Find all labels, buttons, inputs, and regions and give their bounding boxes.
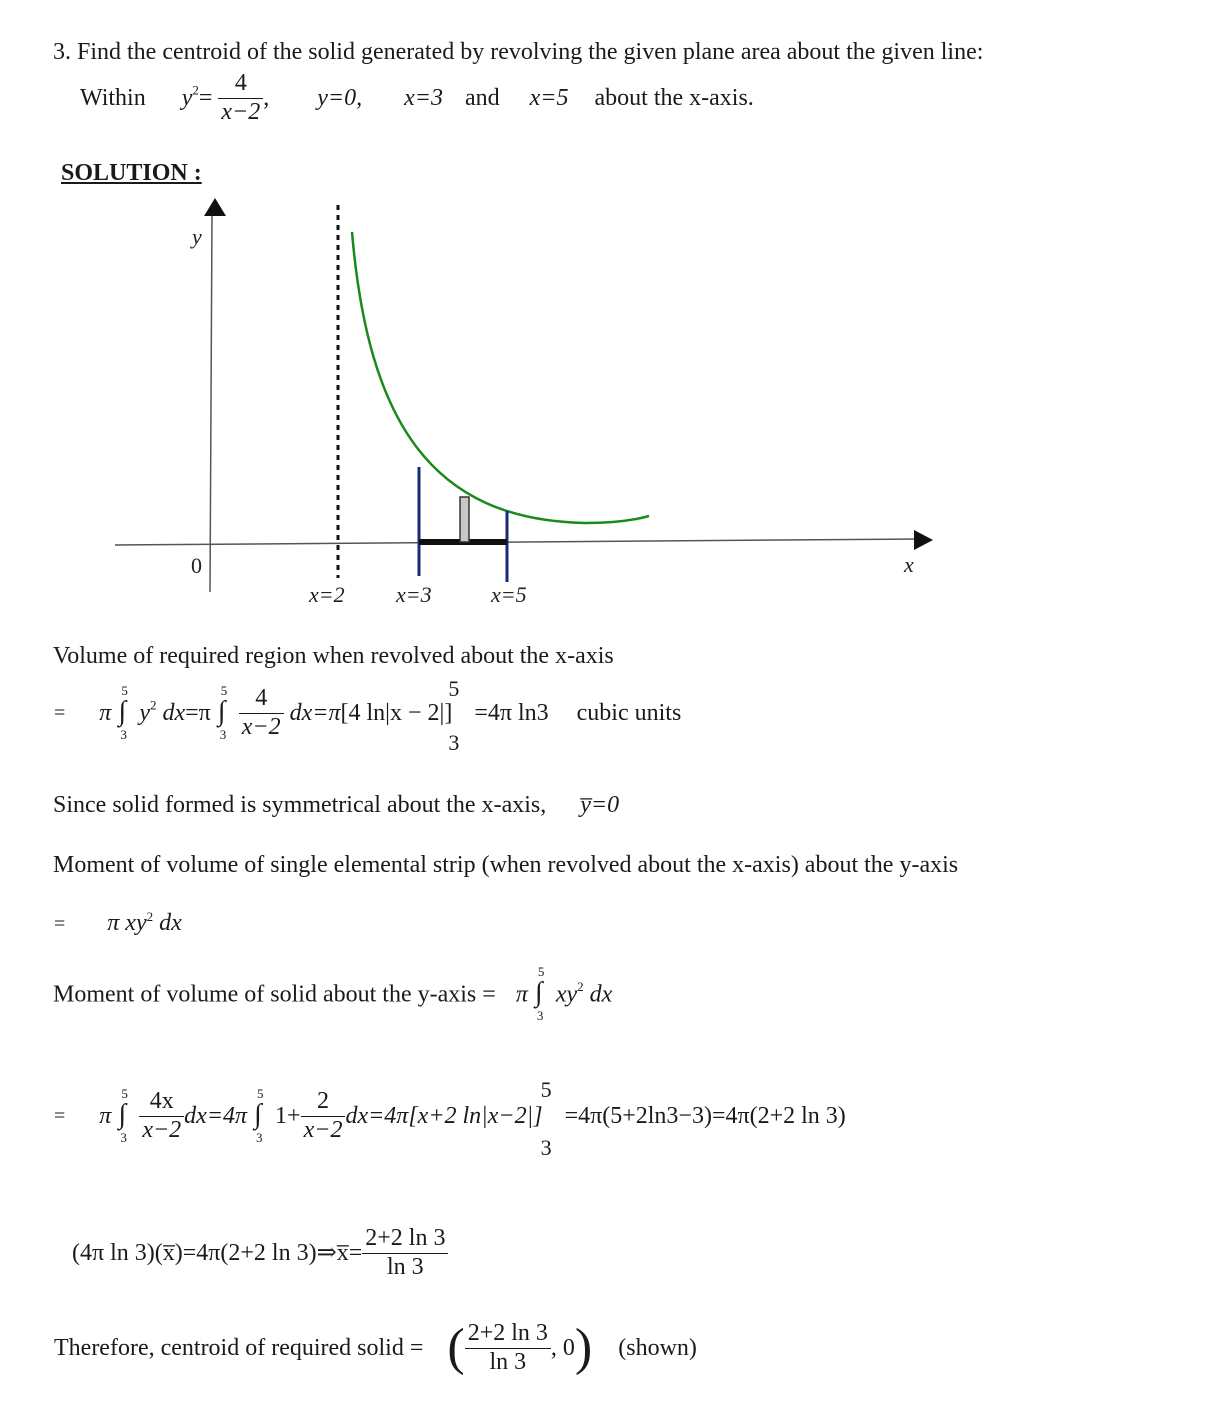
y-zero: y=0, <box>317 85 363 112</box>
integral-upper-bound: 5 <box>537 964 545 980</box>
eq-numerator: 4 <box>218 70 263 99</box>
x-axis-label: x <box>904 552 914 577</box>
region-graph <box>0 0 1229 620</box>
about-x-axis: about the x-axis. <box>594 85 754 112</box>
y-axis-label: y <box>192 224 202 249</box>
moment-calc-fraction-1 <box>139 1088 184 1144</box>
x3-label: x=3 <box>396 582 432 607</box>
shown-label: (shown) <box>618 1335 697 1362</box>
volume-dx-eq-pi: dx=π <box>289 700 341 727</box>
volume-eq-pi: =π <box>185 700 211 727</box>
integral-upper-bound: 5 <box>121 683 128 699</box>
volume-y: y <box>139 700 150 727</box>
moment-calc-integral-1: ∫ 5 3 <box>118 1086 128 1146</box>
eq-lhs: y <box>181 85 193 112</box>
volume-equation <box>54 676 682 756</box>
moment-solid-sup: 2 <box>577 979 584 994</box>
moment-strip-equals: = <box>54 913 66 935</box>
moment-solid-integral: ∫ 5 3 <box>534 964 545 1024</box>
y-axis-arrowhead <box>204 198 226 216</box>
xbar-numerator: 2+2 ln 3 <box>362 1225 448 1254</box>
moment-calc-integral-2: ∫ 5 3 <box>254 1086 264 1146</box>
volume-denominator: x−2 <box>241 713 281 740</box>
x5-label: x=5 <box>491 582 527 607</box>
integral-upper-bound: 5 <box>121 1086 128 1102</box>
eq-denominator: x−2 <box>221 98 261 125</box>
fraction-numerator: 2 <box>301 1088 346 1117</box>
elemental-strip <box>460 497 469 542</box>
centroid-denominator: ln 3 <box>489 1348 527 1375</box>
moment-calc-mid-2: dx=4π <box>345 1103 409 1130</box>
centroid-numerator: 2+2 ln 3 <box>465 1320 551 1349</box>
moment-solid-integrand: xy <box>555 981 578 1008</box>
eq-equals: = <box>198 85 213 112</box>
fraction-numerator: 4x <box>139 1088 184 1117</box>
left-paren: ( <box>447 1319 465 1377</box>
pi-xy: π xy <box>107 910 147 936</box>
volume-bracket: [4 ln|x − 2|] <box>340 700 453 727</box>
moment-calc-equals: = <box>54 1105 66 1128</box>
y-bar-zero: y̅=0 <box>580 792 620 818</box>
x-equals-3: x=3 <box>404 85 443 112</box>
volume-dx: dx <box>162 700 186 727</box>
eq-comma: , <box>263 85 270 112</box>
moment-strip-dx: dx <box>159 910 182 936</box>
volume-integral-1: ∫ 5 3 <box>118 683 128 743</box>
integral-upper-bound: 5 <box>257 1086 264 1102</box>
y-axis-line <box>210 214 212 592</box>
volume-pi: π <box>99 700 112 727</box>
integral-lower-bound: 3 <box>256 1130 263 1146</box>
moment-solid-statement <box>53 964 613 1040</box>
within-label: Within <box>80 85 146 112</box>
solution-heading: SOLUTION : <box>61 160 202 186</box>
volume-integral-2: ∫ 5 3 <box>217 683 228 743</box>
volume-units: cubic units <box>576 700 682 727</box>
fraction-denominator: x−2 <box>303 1116 343 1143</box>
moment-calc-fraction-2 <box>301 1088 346 1144</box>
pi-xy-sup: 2 <box>146 909 154 924</box>
integral-lower-bound: 3 <box>219 727 227 743</box>
bracket-lower-limit: 3 <box>540 1135 552 1161</box>
integral-lower-bound: 3 <box>536 1008 544 1024</box>
volume-numerator: 4 <box>239 685 284 714</box>
moment-strip-expression <box>54 910 182 935</box>
conclusion <box>54 1320 697 1384</box>
symmetry-statement <box>53 793 619 817</box>
curve-y2-eq-4-over-x-minus-2 <box>352 232 649 523</box>
origin-label: 0 <box>191 553 202 578</box>
moment-calc-mid-1: dx=4π <box>184 1103 248 1130</box>
x-axis-arrowhead <box>914 530 933 550</box>
bracket-upper-limit: 5 <box>448 676 460 702</box>
centroid-fraction <box>465 1320 551 1376</box>
eq-sup: 2 <box>192 82 199 98</box>
bracket-lower-limit: 3 <box>448 730 460 756</box>
integral-lower-bound: 3 <box>120 1130 127 1146</box>
moment-calc-pi: π <box>99 1103 112 1130</box>
x-equals-5: x=5 <box>529 85 569 112</box>
one-plus: 1+ <box>275 1103 301 1130</box>
volume-equals: = <box>54 702 66 725</box>
moment-calc-bracket: [x+2 ln|x−2|] <box>408 1103 543 1130</box>
xbar-lhs: (4π ln 3)(x̅)=4π(2+2 ln 3)⇒x̅= <box>72 1240 363 1267</box>
integral-lower-bound: 3 <box>120 727 127 743</box>
moment-solid-dx: dx <box>589 981 613 1008</box>
volume-y-sup: 2 <box>149 697 157 713</box>
bracket-upper-limit: 5 <box>540 1077 552 1103</box>
volume-result: =4π ln3 <box>474 700 549 727</box>
and-word: and <box>464 85 500 112</box>
moment-solid-pi: π <box>515 981 528 1008</box>
moment-calculation <box>54 1077 846 1161</box>
moment-calc-result: =4π(5+2ln3−3)=4π(2+2 ln 3) <box>564 1103 846 1130</box>
xbar-fraction <box>362 1225 448 1281</box>
integral-upper-bound: 5 <box>220 683 228 699</box>
volume-intro: Volume of required region when revolved about the x-axis <box>53 643 614 669</box>
problem-statement: 3. Find the centroid of the solid generated by revolving the given plane area about the given line: <box>53 39 984 65</box>
right-paren: ) <box>574 1319 593 1377</box>
conclusion-text: Therefore, centroid of required solid = <box>54 1335 424 1362</box>
centroid-comma-zero: , 0 <box>550 1335 575 1362</box>
fraction-denominator: x−2 <box>142 1116 182 1143</box>
x-axis-line <box>115 539 918 545</box>
moment-solid-text: Moment of volume of solid about the y-axis = <box>53 981 496 1008</box>
volume-fraction <box>239 685 284 741</box>
xbar-denominator: ln 3 <box>387 1253 424 1280</box>
moment-strip-intro: Moment of volume of single elemental strip (when revolved about the x-axis) about the y-axis <box>53 852 959 878</box>
x2-label: x=2 <box>309 582 345 607</box>
symmetry-text: Since solid formed is symmetrical about the x-axis, <box>53 792 547 818</box>
xbar-equation <box>72 1225 448 1285</box>
